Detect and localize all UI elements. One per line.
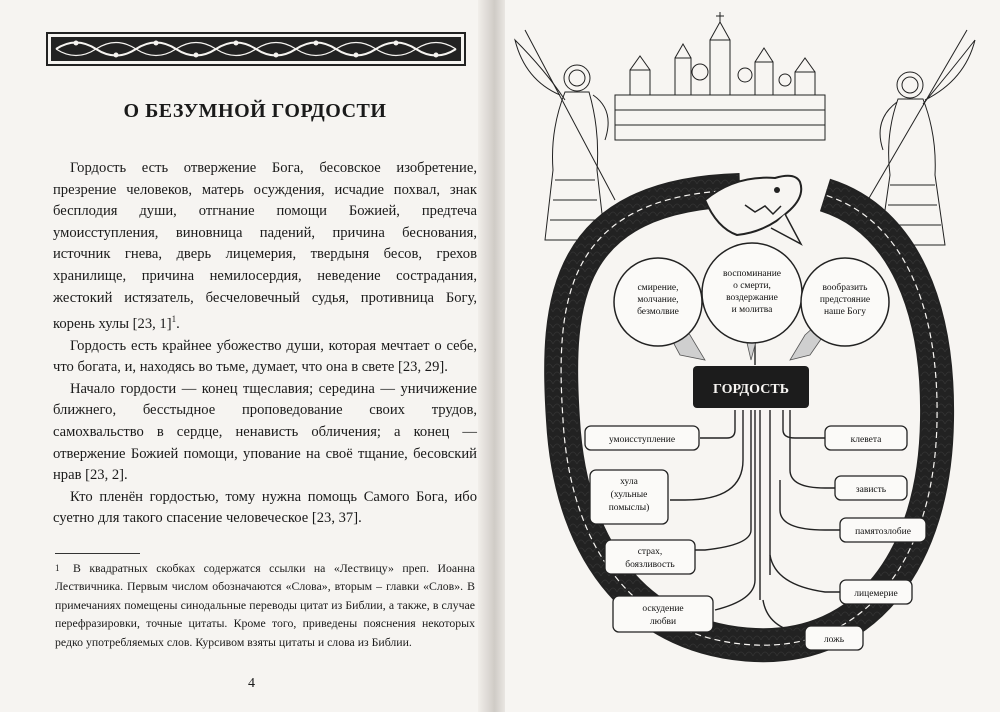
remedy-3-line-2: предстояние bbox=[819, 295, 871, 305]
pride-diagram bbox=[505, 0, 1000, 712]
ornament-band bbox=[46, 32, 466, 66]
remedy-3-line-3: наше Богу bbox=[823, 307, 867, 317]
left-page bbox=[0, 0, 483, 712]
footnote-rule bbox=[55, 553, 140, 554]
effect-label: (хульные bbox=[610, 490, 648, 500]
remedy-2-line-1: воспоминание bbox=[722, 269, 782, 279]
remedy-1-line-1: смирение, bbox=[637, 283, 679, 293]
chapter-title: О БЕЗУМНОЙ ГОРДОСТИ bbox=[123, 100, 387, 122]
effect-label: оскудение bbox=[642, 604, 684, 614]
effect-label: зависть bbox=[855, 485, 887, 495]
effect-label: лицемерие bbox=[854, 589, 898, 599]
city-illustration bbox=[615, 12, 825, 140]
effect-label: любви bbox=[649, 617, 677, 627]
paragraph: Гордость есть крайнее убожество души, которая мечтает о себе, что богата, и, находясь во тьме, думает, что она в свете [23, 29]. bbox=[53, 337, 477, 376]
remedy-1-line-2: молчание, bbox=[637, 295, 679, 305]
paragraph: Кто пленён гордостью, тому нужна помощь Самого Бога, ибо суетно для такого спасение человеческое [23, 37]. bbox=[53, 488, 477, 527]
remedy-2-line-4: и молитва bbox=[731, 305, 773, 315]
book-gutter bbox=[478, 0, 508, 712]
effect-label: хула bbox=[620, 477, 638, 487]
center-label: ГОРДОСТЬ bbox=[713, 382, 789, 397]
remedy-1-line-3: безмолвие bbox=[637, 307, 679, 317]
paragraph: Начало гордости — конец тщеславия; середина — уничижение ближнего, бесстыдное проповедование своих трудов, самохвальство в сердце, ненависть обличения; а конец — отвержение Божией помощи, упование на своё тщание, бесовский нрав [23, 2]. bbox=[53, 380, 477, 484]
page-number: 4 bbox=[248, 676, 255, 691]
effect-label: ложь bbox=[823, 635, 845, 645]
remedy-3-line-1: вообразить bbox=[822, 283, 868, 293]
main-text bbox=[53, 158, 477, 530]
footnote: 1 В квадратных скобках содержатся ссылки на «Лествицу» преп. Иоанна Лествичника. Первым числом обозначаются «Слова», вторым – главки «Слов». В примечаниях помещены синодальные переводы цитат из Библии, а также, в случае перефразировки, точные цитаты. Кроме того, приведены пояснения некоторых редко употребляемых слов. Курсивом взяты цитаты и слова из Библии. bbox=[55, 561, 475, 649]
effect-label: умоисступление bbox=[608, 435, 676, 445]
effect-label: помыслы) bbox=[608, 503, 650, 513]
effect-label: страх, bbox=[637, 547, 663, 557]
effect-label: памятозлобие bbox=[855, 527, 911, 537]
effect-label: клевета bbox=[850, 435, 882, 445]
effect-label: боязливость bbox=[625, 560, 675, 570]
remedy-2-line-3: воздержание bbox=[726, 293, 778, 303]
angel-left-illustration bbox=[515, 30, 615, 240]
remedy-2-line-2: о смерти, bbox=[733, 281, 771, 291]
paragraph: Гордость есть отвержение Бога, бесовское изобретение, презрение человеков, матерь осуждения, исчадие похвал, знак бесплодия души, отгнание помощи Божией, предтеча умоисступления, виновница падений, причина беснования, источник гнева, дверь лицемерия, твердыня бесов, грехов хранилище, причина немилосердия, неведение сострадания, жестокий истязатель, бесчеловечный судья, противница Богу, корень хулы [23, 1]$^1$. bbox=[53, 160, 477, 333]
